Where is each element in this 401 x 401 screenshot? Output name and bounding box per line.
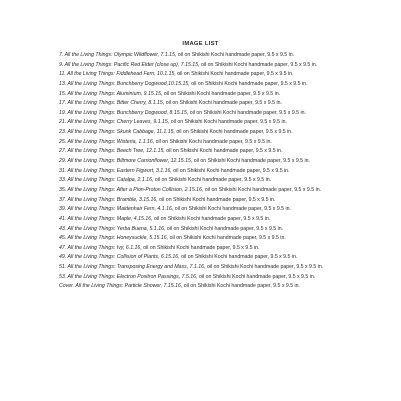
list-item	[59, 118, 359, 128]
list-item	[59, 176, 359, 186]
list-item	[59, 157, 359, 167]
entry-media: oil on Shikishi Kochi handmade paper, 9.5 x 9.5 in.	[191, 80, 308, 87]
entry-media: oil on Shikishi Kochi handmade paper, 9.5 x 9.5 in.	[177, 52, 295, 58]
entry-media: oil on Shikishi Kochi handmade paper, 9.5 x 9.5 in.	[169, 235, 286, 242]
entry-media: oil on Shikishi Kochi handmade paper, 9.5 x 9.5 in.	[173, 167, 290, 174]
entry-title: 9. All the Living Things: Pacific Red Elder (close up), 7.15.15,	[59, 61, 200, 68]
entry-media: oil on Shikishi Kochi handmade paper, 9.5 x 9.5 in.	[159, 196, 276, 203]
list-item	[59, 205, 359, 215]
list-item	[59, 138, 359, 148]
image-list	[59, 51, 359, 292]
entry-media: oil on Shikishi Kochi handmade paper, 9.5 x 9.5 in.	[170, 119, 287, 126]
entry-title: 23. All the Living Things: Skunk Cabbage, 11.1.15,	[59, 129, 175, 136]
entry-title: 53. All the Living Things: Electron Positron Passings, 7.5.16,	[59, 273, 198, 280]
entry-media: oil on Shikishi Kochi handmade paper, 9.5 x 9.5 in.	[166, 148, 283, 155]
entry-title: 43. All the Living Things: Yerba Buena, 5.1.16,	[59, 225, 166, 232]
entry-title: 37. All the Living Things: Bramble, 3.15.16,	[59, 196, 158, 203]
entry-title: 11. All the Living Things: Fiddlehead Fern, 10.1.15,	[59, 71, 176, 78]
entry-title: 45. All the Living Things: Honeysuckle, 5.15.16,	[59, 235, 169, 242]
entry-title: Cover. All the Living Things: Particle Shower, 7.15.16,	[59, 283, 183, 290]
list-item	[59, 263, 359, 273]
entry-media: oil on Shikishi Kochi handmade paper, 9.5 x 9.5 in.	[174, 206, 291, 213]
list-item	[59, 90, 359, 100]
list-item	[59, 51, 359, 61]
list-item	[59, 273, 359, 283]
entry-media: oil on Shikishi Kochi handmade paper, 9.5 x 9.5 in.	[163, 90, 281, 97]
entry-media: oil on Shikishi Kochi handmade paper, 9.5 x 9.5 in.	[200, 61, 318, 68]
entry-title: 51. All the Living Things: Transposing Energy and Mass, 7.1.16,	[59, 264, 206, 271]
entry-title: 7. All the Living Things: Olympic Wildflower, 7.1.15,	[59, 52, 177, 58]
entry-media: oil on Shikishi Kochi handmade paper, 9.5 x 9.5 in.	[198, 273, 316, 280]
entry-title: 25. All the Living Things: Wisteria, 1.1.16,	[59, 138, 155, 145]
list-item	[59, 282, 359, 292]
list-item	[59, 186, 359, 196]
entry-media: oil on Shikishi Kochi handmade paper, 9.5 x 9.5 in.	[155, 138, 272, 145]
list-item	[59, 225, 359, 235]
entry-title: 35. All the Living Things: After a Pion-Proton Collision, 2.15.16,	[59, 186, 204, 193]
entry-media: oil on Shikishi Kochi handmade paper, 9.5 x 9.5 in.	[177, 71, 294, 78]
entry-title: 31. All the Living Things: Eastern Figwort, 3.1.16,	[59, 167, 172, 174]
entry-media: oil on Shikishi Kochi handmade paper, 9.5 x 9.5 in.	[165, 100, 282, 107]
list-item	[59, 196, 359, 206]
list-item	[59, 99, 359, 109]
entry-media: oil on Shikishi Kochi handmade paper, 9.5 x 9.5 in.	[183, 283, 300, 290]
entry-title: 47. All the Living Things: Ivy, 6.1.16,	[59, 244, 142, 251]
entry-media: oil on Shikishi Kochi handmade paper, 9.5 x 9.5 in.	[204, 186, 322, 193]
entry-media: oil on Shikishi Kochi handmade paper, 9.5 x 9.5 in.	[143, 244, 260, 251]
entry-media: oil on Shikishi Kochi handmade paper, 9.5 x 9.5 in.	[206, 264, 324, 271]
entry-title: 29. All the Living Things: Biltmore Carrionflower, 12.15.15,	[59, 158, 193, 165]
list-item	[59, 109, 359, 119]
entry-title: 41. All the Living Things: Maple, 4.15.16,	[59, 215, 153, 222]
entry-title: 27. All the Living Things: Beech Tree, 12.1.15,	[59, 148, 165, 155]
entry-title: 39. All the Living Things: Maidenhair Fern, 4.1.16,	[59, 206, 174, 213]
entry-title: 19. All the Living Things: Bunchberry Dogwood, 8.15.15,	[59, 109, 189, 116]
entry-title: 15. All the Living Things: Aluminium, 9.15.15,	[59, 90, 163, 97]
list-item	[59, 234, 359, 244]
entry-media: oil on Shikishi Kochi handmade paper, 9.5 x 9.5 in.	[154, 177, 272, 184]
entry-title: 21. All the Living Things: Cherry Leaves, 9.1.15,	[59, 119, 170, 126]
entry-media: oil on Shikishi Kochi handmade paper, 9.5 x 9.5 in.	[189, 109, 306, 116]
entry-title: 33. All the Living Things: Catalpa, 2.1.16,	[59, 177, 154, 184]
entry-title: 13. All the Living Things: Bunchberry Dogwood,10.15.15,	[59, 80, 190, 87]
list-item	[59, 61, 359, 71]
entry-title: 17. All the Living Things: Bitter Cherry, 8.1.15,	[59, 100, 165, 107]
list-item	[59, 167, 359, 177]
entry-title: 49. All the Living Things: Collision of Plants, 6.15.16,	[59, 254, 180, 261]
entry-media: oil on Shikishi Kochi handmade paper, 9.5 x 9.5 in.	[166, 225, 284, 232]
list-item	[59, 215, 359, 225]
entry-media: oil on Shikishi Kochi handmade paper, 9.5 x 9.5 in.	[153, 215, 271, 222]
list-item	[59, 128, 359, 138]
list-item	[59, 244, 359, 254]
list-item	[59, 70, 359, 80]
entry-media: oil on Shikishi Kochi handmade paper, 9.5 x 9.5 in.	[193, 158, 310, 165]
list-item	[59, 253, 359, 263]
entry-media: oil on Shikishi Kochi handmade paper, 9.5 x 9.5 in.	[176, 129, 293, 136]
list-item	[59, 80, 359, 90]
list-item	[59, 147, 359, 157]
page-heading: IMAGE LIST	[182, 41, 219, 47]
entry-media: oil on Shikishi Kochi handmade paper, 9.5 x 9.5 in.	[181, 254, 298, 261]
